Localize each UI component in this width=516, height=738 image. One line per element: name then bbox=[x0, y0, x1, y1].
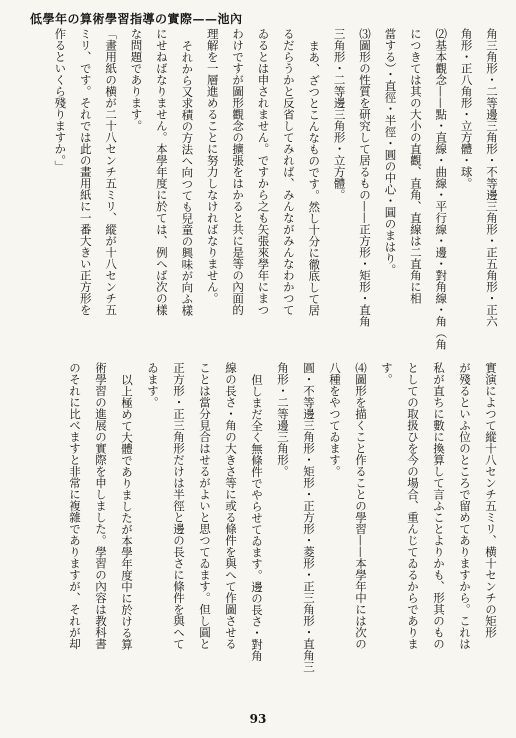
text-line: 但しまだ全く無條件でやらせてゐます。邊の長さ・對角 bbox=[250, 373, 264, 661]
text-line: ゐるとは申されません。ですから之も矢張來學年にまつ bbox=[256, 28, 271, 316]
text-line: 三角形・二等邊三角形・立方體。 bbox=[332, 28, 347, 201]
text-line: ミリ、です。それでは此の畫用紙に一番大きい正方形を bbox=[78, 28, 93, 316]
page-number: 93 bbox=[249, 712, 267, 726]
text-line: それから又求積の方法へ向つても兒童の興味が向ふ樣 bbox=[180, 39, 195, 316]
text-line: な問題であります。 bbox=[129, 28, 144, 132]
text-line: ⑵基本觀念——點・直線・曲線・平行線・邊・對角線・角（角 bbox=[434, 28, 449, 350]
text-line: ことは當分見合はせるがよいと思つてゐます。但し圓と bbox=[198, 362, 212, 650]
text-line: す。 bbox=[380, 362, 394, 385]
text-line: わけですが圖形觀念の擴張をはかると共に是等の內面的 bbox=[231, 28, 246, 316]
text-line: につきては其の大小の直觀、直角、直線は二直角に相 bbox=[408, 28, 423, 304]
text-line: ゐます。 bbox=[146, 362, 160, 408]
text-line: 八種をやつてゐます。 bbox=[328, 362, 342, 477]
lower-text-tier bbox=[62, 362, 504, 686]
running-header: 低學年の算術學習指導の實際——池內 bbox=[30, 12, 243, 26]
text-line: のそれに比べますと非常に複雜でありますが、それが却 bbox=[68, 362, 82, 650]
text-line: にせねばなりません。本學年度に於ては、例へば次の樣 bbox=[154, 28, 169, 316]
text-line: 理解を一層進めることに努力しなければなりません。 bbox=[205, 28, 220, 304]
text-line: 圓・不等邊三角形・矩形・正方形・菱形・正三角形・直角三 bbox=[302, 362, 316, 673]
text-line: が殘るといふ位のところで留めてありますから。これは bbox=[458, 362, 472, 650]
text-line: まあ、ざつとこんなものです。然し十分に徹底して居 bbox=[307, 39, 322, 316]
text-line: ⑶圖形の性質を研究して居るもの——正方形・矩形・直角 bbox=[358, 28, 373, 327]
text-line: るだらうかと反省してみれば、みんながみんなわかつて bbox=[281, 28, 296, 316]
text-line: 私が直ちに數に換算して言ふことよりかも、形其のもの bbox=[432, 362, 446, 650]
text-line: 以上極めて大體でありましたが本學年度中に於ける算 bbox=[120, 373, 134, 650]
text-line: 線の長さ・角の大きさ等に或る條件を與へて作圖させる bbox=[224, 362, 238, 650]
text-line: 角三角形・二等邊三角形・不等邊三角形・正五角形・正六 bbox=[485, 28, 499, 327]
text-line: 角形・二等邊三角形。 bbox=[276, 362, 290, 477]
upper-text-tier bbox=[47, 28, 504, 352]
text-line: 作るといくら殘りますか。」 bbox=[53, 28, 68, 172]
text-line: 正方形・正三角形だけは半徑と邊の長さに條件を與へて bbox=[172, 362, 186, 650]
text-line: 實演によつて縱十八センチ五ミリ、横十センチの矩形 bbox=[484, 362, 498, 638]
text-line: としての取扱ひを今の場合、重んじてゐるからでありま bbox=[406, 362, 420, 650]
text-line: 術學習の進展の實際を申しました。學習の內容は教科書 bbox=[94, 362, 108, 650]
text-line: 「畫用紙の横が二十八センチ五ミリ、縱が十八センチ五 bbox=[104, 28, 119, 316]
text-line: ⑷圖形を描くこと作ることの學習——本學年中には次の bbox=[354, 362, 368, 650]
text-line: 當する）・直徑・半徑・圓の中心・圓のまはり。 bbox=[383, 28, 398, 276]
text-line: 角形・正八角形・立方體・球。 bbox=[459, 28, 474, 189]
